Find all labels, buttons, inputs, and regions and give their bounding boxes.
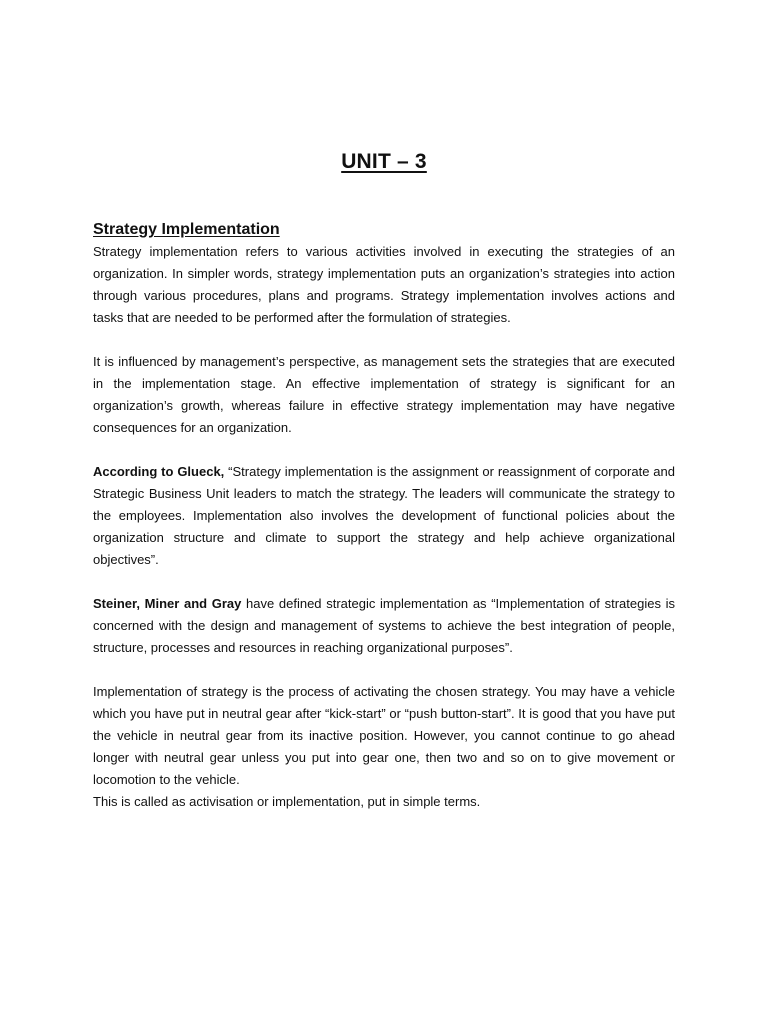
steiner-attribution: Steiner, Miner and Gray [93,596,242,611]
paragraph-vehicle-analogy: Implementation of strategy is the process of activating the chosen strategy. You may have a vehicle which you have put in neutral gear after “kick-start” or “push button-start”. It is good that you have put the vehicle in neutral gear from its inactive position. However, you cannot continue to go ahead longer with neutral gear unless you put into gear one, then two and so on to give movement or locomotion to the vehicle. [93,684,675,787]
paragraph-steiner-quote [93,593,675,659]
paragraph-management-perspective: It is influenced by management’s perspective, as management sets the strategies that are executed in the implementation stage. An effective implementation of strategy is significant for an organization’s growth, whereas failure in effective strategy implementation may have negative consequences for an organization. [93,354,675,435]
section-heading: Strategy Implementation [93,221,280,238]
paragraph-summary: This is called as activisation or implementation, put in simple terms. [93,794,481,809]
glueck-attribution: According to Glueck, [93,464,225,479]
glueck-quote-text: “Strategy implementation is the assignment or reassignment of corporate and Strategic Business Unit leaders to match the strategy. The leaders will communicate the strategy to the employees. Implementation also involves the development of functional policies about the organization structure and climate to support the strategy and help achieve organizational objectives”. [93,464,675,567]
paragraph-glueck-quote [93,461,675,571]
steiner-quote-text: have defined strategic implementation as “Implementation of strategies is concerned with the design and management of systems to achieve the best integration of people, structure, processes and resources in reaching organizational purposes”. [93,596,675,655]
paragraph-definition: Strategy implementation refers to various activities involved in executing the strategies of an organization. In simpler words, strategy implementation puts an organization’s strategies into action through various procedures, plans and programs. Strategy implementation involves actions and tasks that are needed to be performed after the formulation of strategies. [93,244,675,325]
document-body [93,219,675,813]
unit-title: UNIT – 3 [341,150,427,173]
